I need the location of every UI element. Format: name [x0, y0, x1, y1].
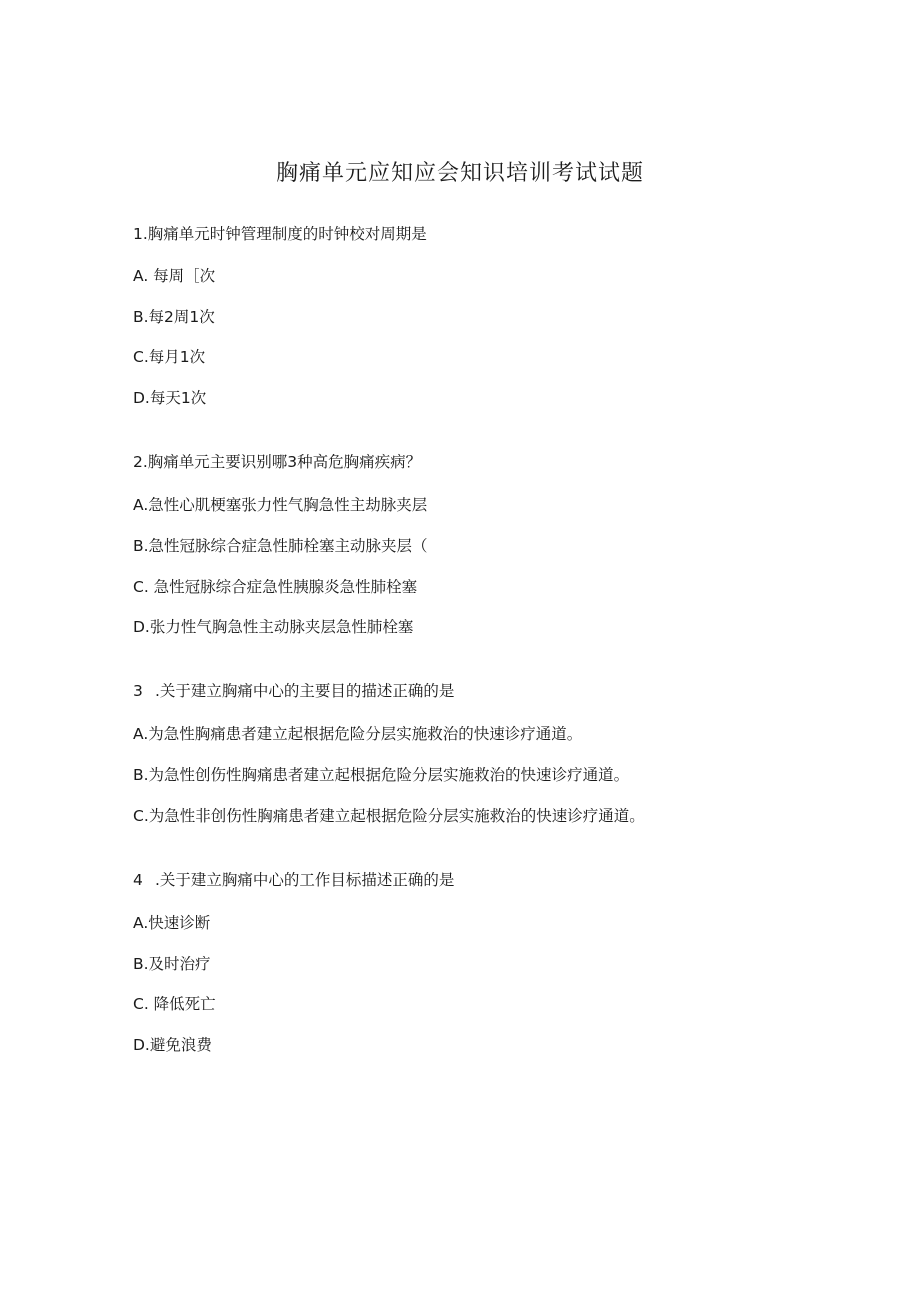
question-3-option-c: C.为急性非创伤性胸痛患者建立起根据危险分层实施救治的快速诊疗通道。 [133, 807, 645, 825]
question-2-option-c: C. 急性冠脉综合症急性胰腺炎急性肺栓塞 [133, 578, 418, 596]
question-4-option-c: C. 降低死亡 [133, 995, 216, 1013]
question-1-option-d: D.每天1次 [133, 389, 207, 407]
question-1-stem: 1.胸痛单元时钟管理制度的时钟校对周期是 [133, 225, 427, 243]
question-3-number: 3 [133, 682, 143, 700]
question-4-option-b: B.及时治疗 [133, 955, 211, 973]
question-2-option-b: B.急性冠脉综合症急性肺栓塞主动脉夹层（ [133, 537, 428, 555]
question-3-option-a: A.为急性胸痛患者建立起根据危险分层实施救治的快速诊疗通道。 [133, 725, 583, 743]
question-1-option-c: C.每月1次 [133, 348, 206, 366]
document-title: 胸痛单元应知应会知识培训考试试题 [275, 161, 644, 186]
question-3-option-b: B.为急性创伤性胸痛患者建立起根据危险分层实施救治的快速诊疗通道。 [133, 766, 630, 784]
question-2-stem: 2.胸痛单元主要识别哪3种高危胸痛疾病？ [133, 453, 422, 471]
question-2-option-d: D.张力性气胸急性主动脉夹层急性肺栓塞 [133, 618, 414, 636]
question-4-number: 4 [133, 871, 143, 889]
question-3-stem [133, 680, 454, 702]
question-4-stem [133, 869, 454, 891]
question-3-text: .关于建立胸痛中心的主要目的描述正确的是 [155, 682, 455, 700]
question-1-option-b: B.每2周1次 [133, 308, 215, 326]
question-4-text: .关于建立胸痛中心的工作目标描述正确的是 [155, 871, 455, 889]
question-1-option-a: A. 每周［次 [133, 267, 216, 285]
question-4-option-a: A.快速诊断 [133, 914, 211, 932]
question-4-option-d: D.避免浪费 [133, 1036, 212, 1054]
question-2-option-a: A.急性心肌梗塞张力性气胸急性主劫脉夹层 [133, 496, 428, 514]
